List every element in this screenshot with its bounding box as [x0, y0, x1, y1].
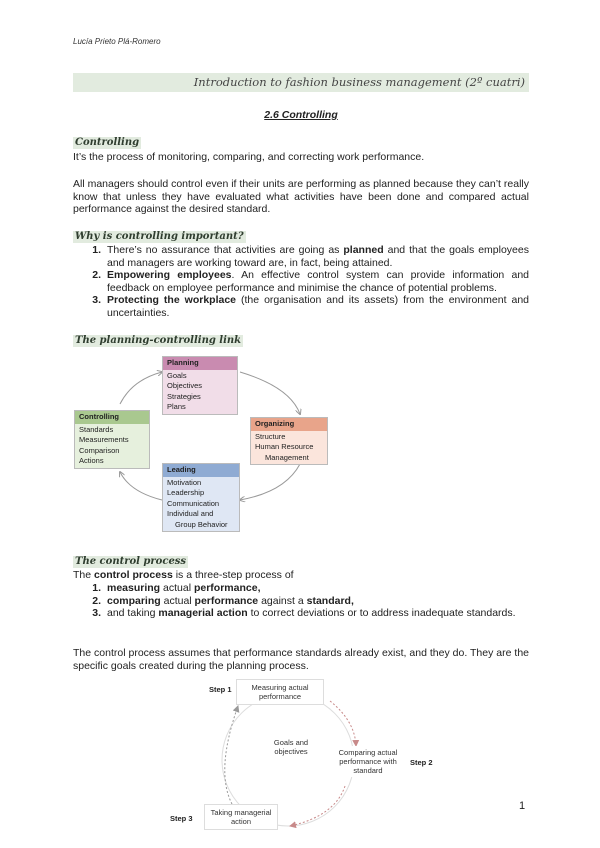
planning-items [163, 370, 237, 414]
heading-control-process: The control process [75, 556, 187, 567]
heading-controlling: Controlling [75, 137, 140, 148]
controlling-item: Comparison [79, 445, 120, 455]
planning-item: Goals [167, 370, 187, 380]
leading-title: Leading [163, 464, 239, 477]
leading-item: Communication [167, 498, 220, 508]
controlling-item: Measurements [79, 435, 129, 444]
controlling-item: Standards [79, 424, 114, 434]
leading-item: Motivation [167, 477, 202, 487]
section-title: 2.6 Controlling [264, 109, 338, 121]
course-title: Introduction to fashion business management (2º cuatri) [73, 73, 529, 92]
list-number: 2. [92, 594, 101, 607]
organizing-title: Organizing [251, 418, 327, 431]
list-text: and taking managerial action to correct deviations or to address inadequate standards. [107, 607, 516, 619]
list-item [73, 294, 529, 319]
list-number: 1. [92, 244, 101, 256]
list-text: measuring actual performance, [107, 582, 261, 594]
organizing-item: Management [265, 452, 309, 462]
leading-item: Group Behavior [175, 519, 228, 529]
leading-item: Leadership [167, 488, 205, 497]
planning-controlling-diagram [70, 352, 340, 542]
list-number: 3. [92, 294, 101, 306]
list-item [73, 582, 529, 595]
step2-label: Step 2 [410, 758, 433, 767]
control-process-diagram [160, 676, 440, 840]
leading-items [163, 477, 239, 532]
leading-box [162, 463, 240, 532]
controlling-paragraph: All managers should control even if their units are performing as planned because they can’t really know that unless they have evaluated what activities have been done and compared actual performance against the desired standard. [73, 178, 529, 215]
planning-box [162, 356, 238, 415]
author-name: Lucía Prieto Plá-Romero [73, 37, 161, 46]
planning-item: Plans [167, 402, 186, 411]
goals-and-objectives: Goals and objectives [263, 738, 319, 756]
page-number: 1 [519, 800, 526, 812]
organizing-box [250, 417, 328, 465]
list-item [73, 607, 529, 620]
control-process-paragraph: The control process assumes that performance standards already exist, and they do. They are the specific goals created during the planning process. [73, 647, 529, 672]
leading-item: Individual and [167, 509, 214, 518]
organizing-item: Human Resource [255, 442, 314, 451]
step1-label: Step 1 [209, 685, 232, 694]
list-number: 1. [92, 582, 101, 594]
control-process-intro: The control process is a three-step process of [73, 569, 294, 581]
list-item [73, 595, 529, 608]
step1-box: Measuring actual performance [236, 679, 324, 705]
control-process-list [73, 582, 529, 620]
list-text: Empowering employees. An effective control system can provide information and feedback on employee performance and minimise the chance of potential problems. [107, 269, 530, 294]
list-text: Protecting the workplace (the organisation and its assets) from the environment and uncertainties. [107, 294, 529, 319]
planning-item: Objectives [167, 381, 203, 390]
list-text: comparing actual performance against a standard, [107, 594, 354, 607]
why-list [73, 244, 529, 319]
controlling-item: Actions [79, 456, 104, 465]
heading-planning-controlling-link: The planning-controlling link [75, 335, 242, 346]
step2-box: Comparing actual performance with standard [330, 746, 406, 777]
list-number: 3. [92, 607, 101, 619]
step3-label: Step 3 [170, 814, 193, 823]
controlling-definition: It’s the process of monitoring, comparing, and correcting work performance. [73, 151, 425, 163]
organizing-item: Structure [255, 431, 286, 441]
list-item [73, 269, 529, 294]
controlling-title: Controlling [75, 411, 149, 424]
planning-item: Strategies [167, 391, 201, 401]
heading-why-controlling: Why is controlling important? [75, 231, 244, 242]
step3-box: Taking managerial action [204, 804, 278, 830]
controlling-items [75, 424, 149, 468]
list-text: There’s no assurance that activities are going as planned and that the goals employees and managers are working toward are, in fact, being attained. [107, 244, 529, 269]
controlling-box [74, 410, 150, 469]
list-item [73, 244, 529, 269]
organizing-items [251, 431, 327, 465]
planning-title: Planning [163, 357, 237, 370]
list-number: 2. [92, 269, 101, 281]
